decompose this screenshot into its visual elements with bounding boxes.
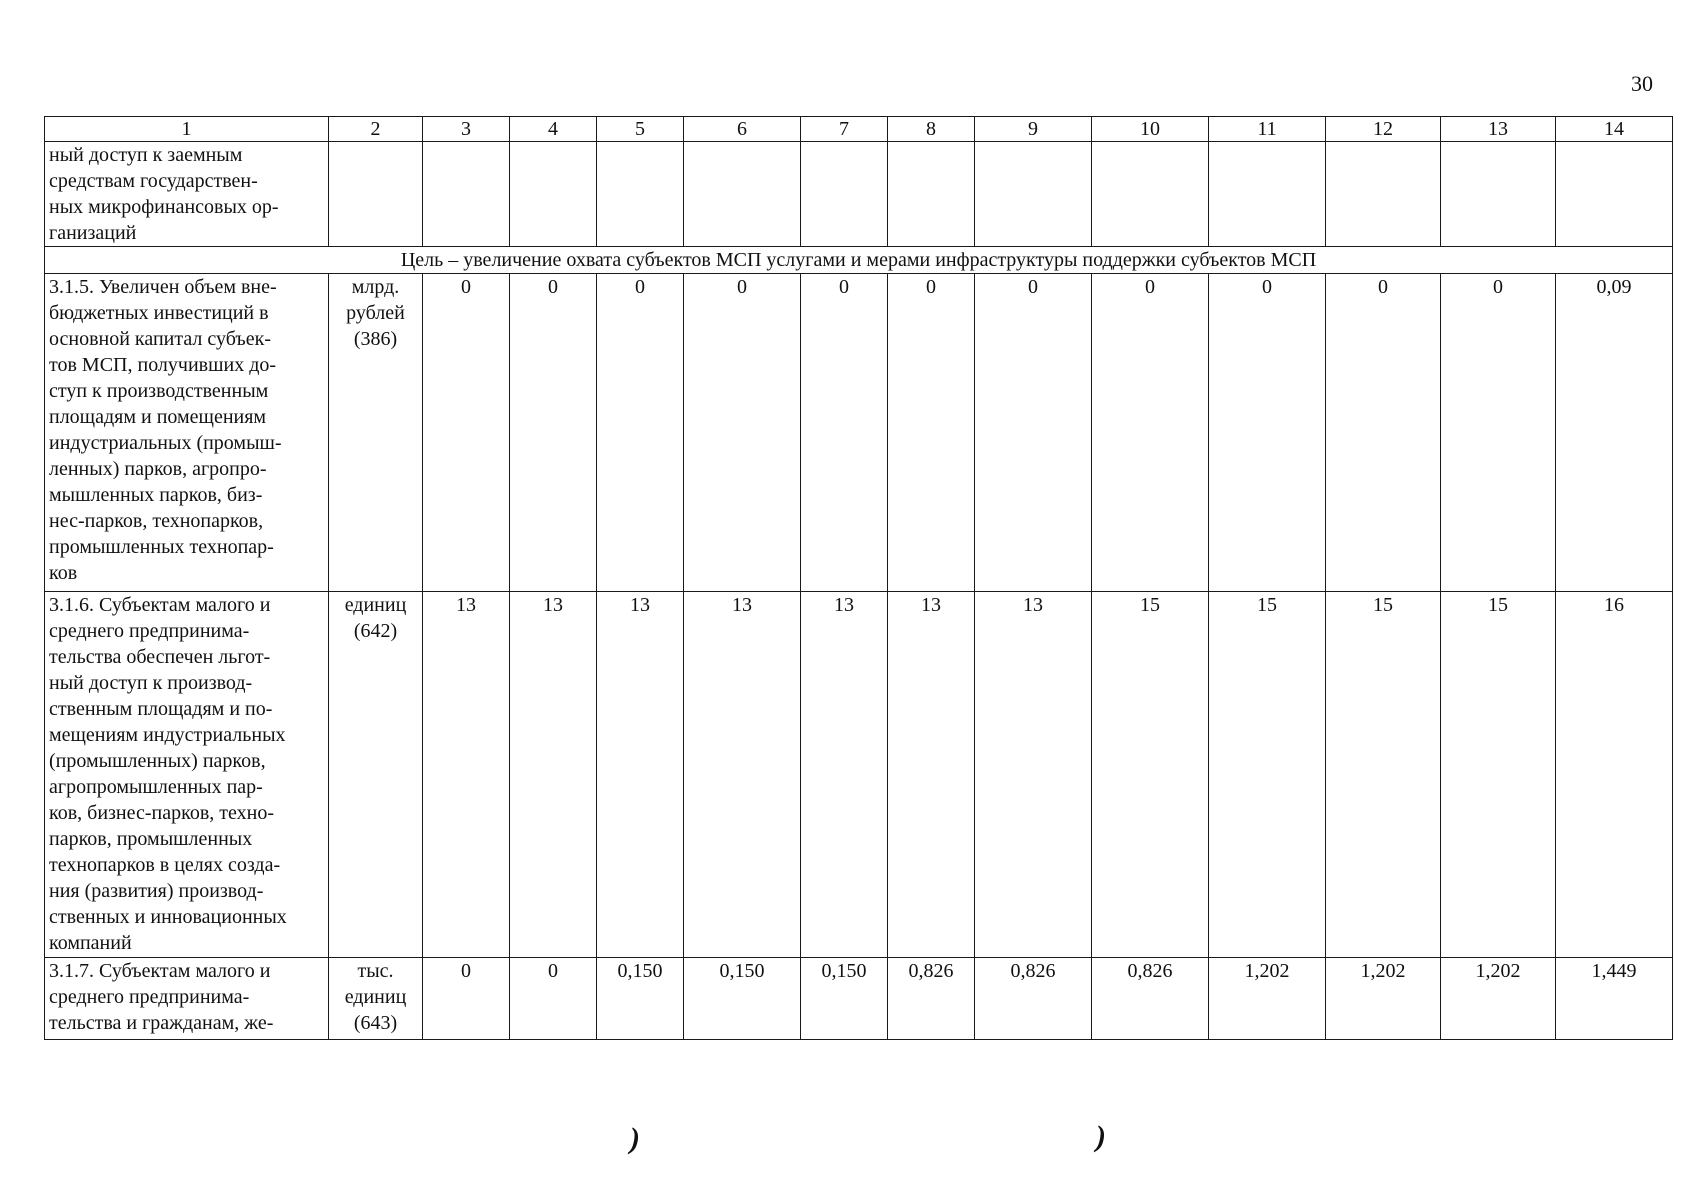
description-line: (промышленных) парков,	[49, 750, 266, 772]
value-cell: 0,150	[801, 958, 888, 1040]
description-line: ный доступ к заемным	[49, 144, 243, 166]
description-line: 3.1.6. Субъектам малого и	[49, 594, 271, 616]
value-cell: 0	[1209, 274, 1326, 592]
column-header: 4	[510, 117, 597, 142]
description-line: основной капитал субъек-	[49, 328, 272, 350]
description-line: технопарков в целях созда-	[49, 854, 281, 876]
empty-cell	[597, 142, 684, 247]
description-line: ков	[49, 562, 78, 584]
description-line: ственным площадям и по-	[49, 698, 273, 720]
column-header: 11	[1209, 117, 1326, 142]
description-line: ных микрофинансовых ор-	[49, 196, 279, 218]
empty-cell	[1326, 142, 1441, 247]
value-cell: 0	[888, 274, 975, 592]
value-cell: 1,202	[1209, 958, 1326, 1040]
empty-cell	[684, 142, 801, 247]
unit-line: единиц	[344, 594, 407, 616]
description-line: тов МСП, получивших до-	[49, 354, 277, 376]
table-row	[45, 274, 1673, 592]
column-header: 12	[1326, 117, 1441, 142]
value-cell: 0,826	[888, 958, 975, 1040]
value-cell: 0,826	[1092, 958, 1209, 1040]
value-cell: 15	[1326, 592, 1441, 958]
column-header: 14	[1556, 117, 1673, 142]
description-line: мещениям индустриальных	[49, 724, 286, 746]
value-cell: 13	[888, 592, 975, 958]
empty-cell	[1441, 142, 1556, 247]
unit-line: (642)	[353, 620, 398, 642]
empty-cell	[510, 142, 597, 247]
description-line: среднего предпринима-	[49, 986, 250, 1008]
description-line: агропромышленных пар-	[49, 776, 263, 798]
page-number: 30	[1631, 71, 1653, 96]
column-header: 1	[45, 117, 329, 142]
description-cell	[45, 142, 329, 247]
value-cell: 13	[975, 592, 1092, 958]
column-header: 2	[329, 117, 423, 142]
description-line: тельства и гражданам, же-	[49, 1012, 274, 1034]
description-line: ния (развития) производ-	[49, 880, 264, 902]
description-line: 3.1.5. Увеличен объем вне-	[49, 276, 277, 298]
description-line: мышленных парков, биз-	[49, 484, 263, 506]
bracket-mark-right: )	[1096, 1120, 1106, 1153]
value-cell: 13	[597, 592, 684, 958]
unit-cell	[329, 274, 423, 592]
empty-cell	[1092, 142, 1209, 247]
unit-line: тыс.	[357, 960, 394, 982]
goal-row	[45, 247, 1673, 274]
empty-cell	[329, 142, 423, 247]
column-number-row	[45, 117, 1673, 142]
description-line: ганизаций	[49, 222, 137, 244]
empty-cell	[888, 142, 975, 247]
unit-line: млрд.	[351, 276, 400, 298]
empty-cell	[1209, 142, 1326, 247]
value-cell: 1,202	[1326, 958, 1441, 1040]
value-cell: 0,09	[1556, 274, 1673, 592]
value-cell: 0	[510, 274, 597, 592]
description-cell	[45, 274, 329, 592]
value-cell: 0	[1441, 274, 1556, 592]
column-header: 13	[1441, 117, 1556, 142]
indicators-table	[44, 116, 1673, 1040]
value-cell: 13	[684, 592, 801, 958]
description-line: ков, бизнес-парков, техно-	[49, 802, 274, 824]
value-cell: 1,449	[1556, 958, 1673, 1040]
empty-cell	[975, 142, 1092, 247]
description-line: индустриальных (промыш-	[49, 432, 282, 454]
description-cell	[45, 592, 329, 958]
value-cell: 0	[684, 274, 801, 592]
unit-line: (643)	[353, 1012, 398, 1034]
value-cell: 0	[597, 274, 684, 592]
column-header: 6	[684, 117, 801, 142]
column-header: 5	[597, 117, 684, 142]
column-header: 9	[975, 117, 1092, 142]
description-line: промышленных технопар-	[49, 536, 274, 558]
value-cell: 0,150	[684, 958, 801, 1040]
unit-cell	[329, 592, 423, 958]
description-line: площадям и помещениям	[49, 406, 267, 428]
value-cell: 1,202	[1441, 958, 1556, 1040]
value-cell: 0,826	[975, 958, 1092, 1040]
value-cell: 0	[423, 274, 510, 592]
unit-line: единиц	[344, 986, 407, 1008]
goal-heading: Цель – увеличение охвата субъектов МСП услугами и мерами инфраструктуры поддержки субъектов МСП	[45, 247, 1673, 274]
value-cell: 0	[423, 958, 510, 1040]
value-cell: 15	[1092, 592, 1209, 958]
description-line: нес-парков, технопарков,	[49, 510, 264, 532]
description-line: бюджетных инвестиций в	[49, 302, 269, 324]
table-row	[45, 958, 1673, 1040]
value-cell: 16	[1556, 592, 1673, 958]
description-line: ленных) парков, агропро-	[49, 458, 267, 480]
bracket-mark-left: )	[630, 1122, 640, 1155]
description-cell	[45, 958, 329, 1040]
description-line: ступ к производственным	[49, 380, 269, 402]
column-header: 7	[801, 117, 888, 142]
unit-line: рублей	[346, 302, 405, 324]
value-cell: 13	[423, 592, 510, 958]
empty-cell	[801, 142, 888, 247]
unit-line: (386)	[353, 328, 398, 350]
value-cell: 0	[975, 274, 1092, 592]
empty-cell	[1556, 142, 1673, 247]
value-cell: 0	[1092, 274, 1209, 592]
column-header: 10	[1092, 117, 1209, 142]
value-cell: 0	[801, 274, 888, 592]
description-line: ственных и инновационных	[49, 906, 287, 928]
value-cell: 0	[510, 958, 597, 1040]
column-header: 3	[423, 117, 510, 142]
table-row	[45, 592, 1673, 958]
unit-cell	[329, 958, 423, 1040]
column-header: 8	[888, 117, 975, 142]
continuation-row	[45, 142, 1673, 247]
description-line: компаний	[49, 932, 132, 954]
value-cell: 0,150	[597, 958, 684, 1040]
description-line: парков, промышленных	[49, 828, 253, 850]
description-line: тельства обеспечен льгот-	[49, 646, 271, 668]
description-line: среднего предпринима-	[49, 620, 250, 642]
empty-cell	[423, 142, 510, 247]
description-line: средствам государствен-	[49, 170, 258, 192]
description-line: 3.1.7. Субъектам малого и	[49, 960, 271, 982]
value-cell: 13	[801, 592, 888, 958]
value-cell: 15	[1441, 592, 1556, 958]
value-cell: 0	[1326, 274, 1441, 592]
value-cell: 15	[1209, 592, 1326, 958]
value-cell: 13	[510, 592, 597, 958]
description-line: ный доступ к производ-	[49, 672, 253, 694]
